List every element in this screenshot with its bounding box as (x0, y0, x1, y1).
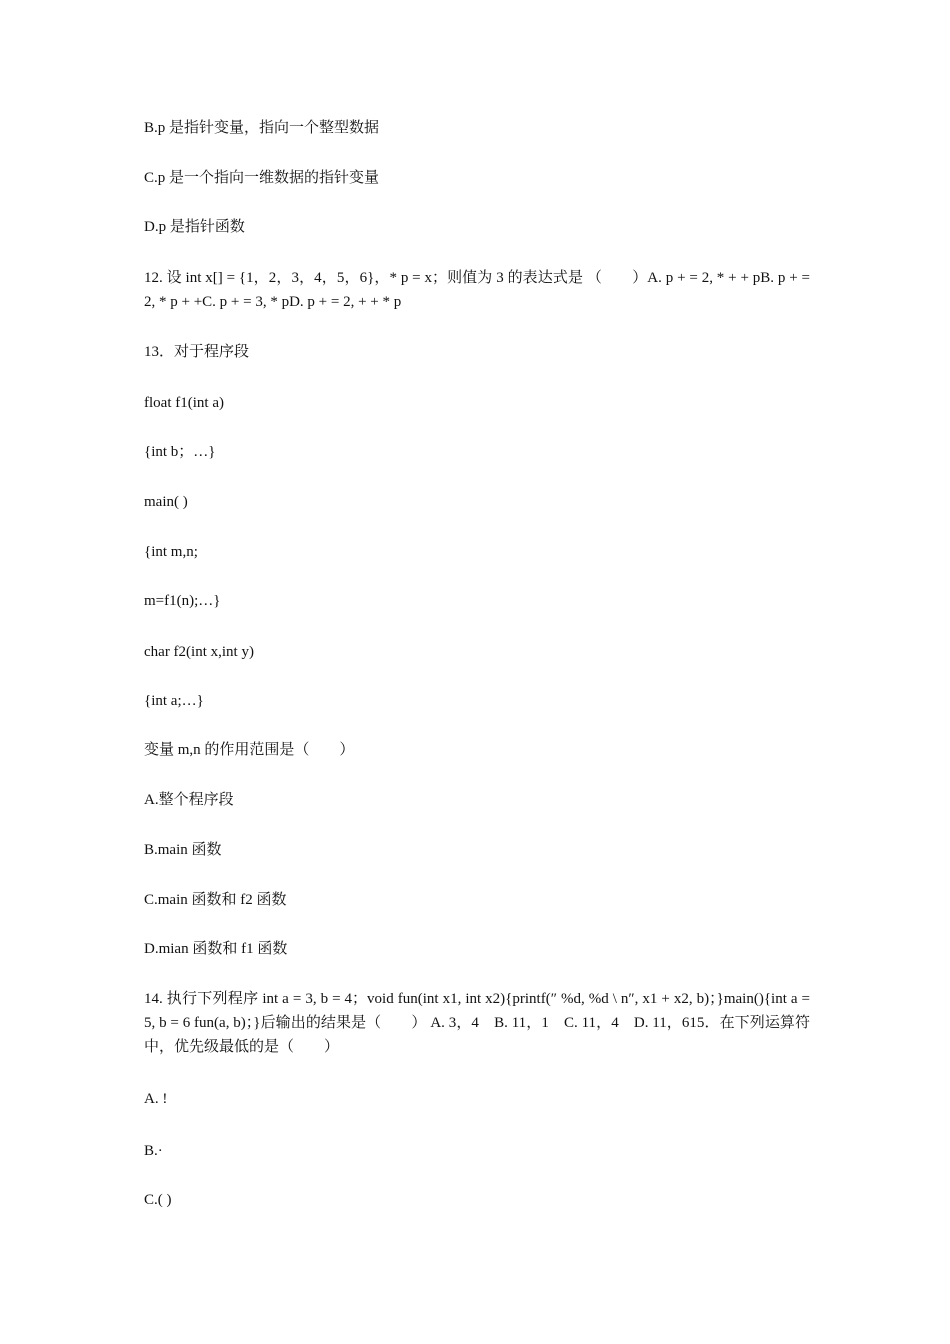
option-b-pointer-int: B.p 是指针变量，指向一个整型数据 (144, 120, 380, 136)
option-b-main: B.main 函数 (144, 842, 222, 858)
code-line-int-a: {int a;…} (144, 693, 204, 709)
code-line-int-mn: {int m,n; (144, 544, 198, 560)
code-line-float-f1: float f1(int a) (144, 395, 224, 411)
option-a-not: A. ! (144, 1091, 168, 1107)
option-a-whole-program: A.整个程序段 (144, 792, 234, 808)
option-c-parens: C.( ) (144, 1192, 172, 1208)
code-line-int-b: {int b；…} (144, 444, 216, 460)
question-13-prompt: 变量 m,n 的作用范围是（ ） (144, 742, 355, 758)
question-14-15: 14. 执行下列程序 int a = 3, b = 4；void fun(int x1, int x2){printf(″ %d, %d \ n″, x1 + x2, b)；}main(){int a = 5, b = 6 fun(a, b)；}后输出的结果是（ ） A. 3，4 B. 11，1 C. 11，4 D. 11，615．在下列运算符中，优先级最低的是（ ） (144, 991, 810, 1055)
code-line-char-f2: char f2(int x,int y) (144, 644, 254, 660)
option-d-main-f1: D.mian 函数和 f1 函数 (144, 941, 288, 957)
question-12: 12. 设 int x[] = {1，2，3，4，5，6}，* p = x；则值为 3 的表达式是 （ ）A. p + = 2, * + + pB. p + = 2, * p + +C. p + = 3, * pD. p + = 2, + + * p (144, 270, 810, 310)
code-line-m-assign: m=f1(n);…} (144, 593, 221, 609)
code-line-main: main( ) (144, 494, 188, 510)
option-c-pointer-array: C.p 是一个指向一维数据的指针变量 (144, 170, 380, 186)
option-c-main-f2: C.main 函数和 f2 函数 (144, 892, 287, 908)
question-13-heading: 13．对于程序段 (144, 344, 250, 360)
option-d-pointer-function: D.p 是指针函数 (144, 219, 245, 235)
option-b-dot: B.· (144, 1143, 163, 1159)
